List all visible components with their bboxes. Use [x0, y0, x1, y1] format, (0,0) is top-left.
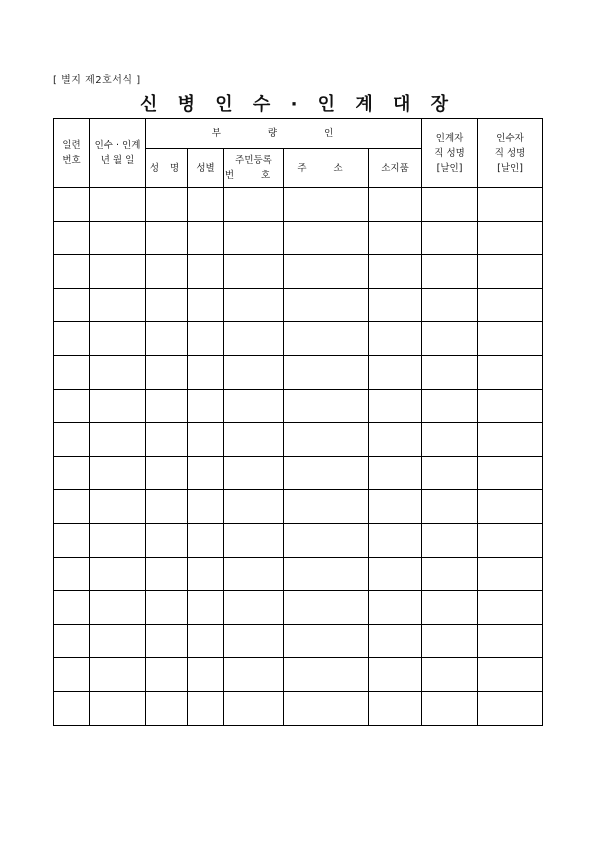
table-cell[interactable]	[146, 355, 188, 389]
table-row	[54, 288, 543, 322]
table-row	[54, 423, 543, 457]
table-cell[interactable]	[369, 490, 422, 524]
table-cell[interactable]	[369, 255, 422, 289]
table-cell[interactable]	[369, 188, 422, 222]
table-cell[interactable]	[146, 624, 188, 658]
table-row	[54, 389, 543, 423]
document-title: 신 병 인 수 · 인 계 대 장	[139, 94, 456, 115]
table-cell[interactable]	[146, 188, 188, 222]
table-cell[interactable]	[422, 389, 478, 423]
table-cell[interactable]	[478, 322, 543, 356]
table-cell[interactable]	[54, 188, 90, 222]
header-custodian-group: 부 량 인	[146, 119, 422, 149]
table-cell[interactable]	[188, 591, 224, 625]
table-cell[interactable]	[369, 591, 422, 625]
table-cell[interactable]	[188, 288, 224, 322]
table-cell[interactable]	[224, 355, 284, 389]
table-cell[interactable]	[188, 557, 224, 591]
table-cell[interactable]	[224, 255, 284, 289]
table-cell[interactable]	[90, 456, 146, 490]
table-cell[interactable]	[54, 490, 90, 524]
table-cell[interactable]	[478, 188, 543, 222]
header-name: 성 명	[146, 149, 188, 188]
table-cell[interactable]	[90, 624, 146, 658]
table-row	[54, 523, 543, 557]
table-cell[interactable]	[188, 490, 224, 524]
table-cell[interactable]	[54, 389, 90, 423]
form-label: [ 별지 제2호서식 ]	[53, 75, 141, 86]
table-cell[interactable]	[478, 624, 543, 658]
table-cell[interactable]	[224, 691, 284, 725]
table-cell[interactable]	[146, 456, 188, 490]
table-cell[interactable]	[369, 423, 422, 457]
table-cell[interactable]	[90, 658, 146, 692]
table-cell[interactable]	[284, 691, 369, 725]
table-cell[interactable]	[369, 221, 422, 255]
table-cell[interactable]	[188, 658, 224, 692]
table-cell[interactable]	[224, 322, 284, 356]
table-cell[interactable]	[146, 490, 188, 524]
table-row	[54, 591, 543, 625]
table-row	[54, 490, 543, 524]
table-cell[interactable]	[369, 288, 422, 322]
table-cell[interactable]	[54, 355, 90, 389]
table-cell[interactable]	[369, 557, 422, 591]
table-cell[interactable]	[224, 591, 284, 625]
table-cell[interactable]	[478, 523, 543, 557]
table-cell[interactable]	[224, 557, 284, 591]
table-cell[interactable]	[146, 322, 188, 356]
table-cell[interactable]	[188, 255, 224, 289]
table-cell[interactable]	[224, 389, 284, 423]
table-cell[interactable]	[422, 523, 478, 557]
table-cell[interactable]	[369, 691, 422, 725]
table-cell[interactable]	[90, 691, 146, 725]
table-row	[54, 322, 543, 356]
table-cell[interactable]	[478, 288, 543, 322]
table-cell[interactable]	[478, 355, 543, 389]
table-cell[interactable]	[188, 389, 224, 423]
table-cell[interactable]	[284, 188, 369, 222]
table-cell[interactable]	[422, 355, 478, 389]
table-cell[interactable]	[478, 557, 543, 591]
table-cell[interactable]	[224, 456, 284, 490]
table-cell[interactable]	[90, 490, 146, 524]
table-cell[interactable]	[146, 591, 188, 625]
table-cell[interactable]	[478, 255, 543, 289]
table-cell[interactable]	[369, 355, 422, 389]
table-cell[interactable]	[422, 456, 478, 490]
header-transfer-date: 인수 · 인계 년 월 일	[90, 119, 146, 188]
table-cell[interactable]	[422, 423, 478, 457]
table-cell[interactable]	[54, 523, 90, 557]
table-cell[interactable]	[422, 255, 478, 289]
table-cell[interactable]	[422, 557, 478, 591]
table-cell[interactable]	[188, 355, 224, 389]
table-cell[interactable]	[422, 591, 478, 625]
table-cell[interactable]	[188, 188, 224, 222]
table-row	[54, 355, 543, 389]
register-table	[53, 118, 543, 726]
table-row	[54, 691, 543, 725]
table-cell[interactable]	[54, 557, 90, 591]
table-cell[interactable]	[90, 322, 146, 356]
table-cell[interactable]	[369, 389, 422, 423]
table-cell[interactable]	[422, 691, 478, 725]
table-cell[interactable]	[224, 288, 284, 322]
table-cell[interactable]	[478, 456, 543, 490]
table-cell[interactable]	[90, 288, 146, 322]
table-cell[interactable]	[90, 557, 146, 591]
table-cell[interactable]	[54, 221, 90, 255]
header-serial-number: 일련 번호	[54, 119, 90, 188]
table-cell[interactable]	[284, 591, 369, 625]
table-cell[interactable]	[224, 523, 284, 557]
table-cell[interactable]	[90, 221, 146, 255]
table-cell[interactable]	[284, 322, 369, 356]
table-cell[interactable]	[90, 255, 146, 289]
header-address: 주 소	[284, 149, 369, 188]
table-cell[interactable]	[478, 658, 543, 692]
table-row	[54, 188, 543, 222]
table-cell[interactable]	[284, 423, 369, 457]
table-cell[interactable]	[54, 591, 90, 625]
table-cell[interactable]	[284, 523, 369, 557]
table-row	[54, 624, 543, 658]
table-cell[interactable]	[188, 221, 224, 255]
table-cell[interactable]	[284, 389, 369, 423]
table-cell[interactable]	[90, 188, 146, 222]
table-cell[interactable]	[284, 255, 369, 289]
table-cell[interactable]	[369, 624, 422, 658]
table-cell[interactable]	[146, 389, 188, 423]
table-cell[interactable]	[188, 423, 224, 457]
table-row	[54, 456, 543, 490]
table-cell[interactable]	[369, 523, 422, 557]
table-cell[interactable]	[284, 557, 369, 591]
table-cell[interactable]	[224, 221, 284, 255]
table-cell[interactable]	[54, 456, 90, 490]
table-cell[interactable]	[369, 456, 422, 490]
table-cell[interactable]	[188, 523, 224, 557]
table-cell[interactable]	[146, 423, 188, 457]
table-cell[interactable]	[224, 188, 284, 222]
table-cell[interactable]	[90, 389, 146, 423]
table-row	[54, 221, 543, 255]
table-cell[interactable]	[369, 322, 422, 356]
table-cell[interactable]	[54, 423, 90, 457]
table-cell[interactable]	[422, 188, 478, 222]
table-cell[interactable]	[54, 691, 90, 725]
table-cell[interactable]	[422, 624, 478, 658]
table-cell[interactable]	[54, 658, 90, 692]
header-handover-person: 인계자 직 성명 [날인]	[422, 119, 478, 188]
table-cell[interactable]	[146, 255, 188, 289]
table-cell[interactable]	[188, 691, 224, 725]
table-cell[interactable]	[284, 456, 369, 490]
table-cell[interactable]	[90, 355, 146, 389]
register-body	[54, 188, 543, 726]
table-cell[interactable]	[422, 322, 478, 356]
table-row	[54, 255, 543, 289]
table-cell[interactable]	[284, 658, 369, 692]
table-cell[interactable]	[369, 658, 422, 692]
table-cell[interactable]	[422, 221, 478, 255]
table-cell[interactable]	[422, 490, 478, 524]
table-cell[interactable]	[146, 288, 188, 322]
table-cell[interactable]	[54, 624, 90, 658]
table-row	[54, 557, 543, 591]
table-cell[interactable]	[146, 221, 188, 255]
table-cell[interactable]	[224, 423, 284, 457]
header-gender: 성별	[188, 149, 224, 188]
table-cell[interactable]	[90, 523, 146, 557]
table-cell[interactable]	[478, 591, 543, 625]
table-cell[interactable]	[422, 288, 478, 322]
table-cell[interactable]	[146, 658, 188, 692]
table-cell[interactable]	[90, 591, 146, 625]
table-cell[interactable]	[284, 624, 369, 658]
table-cell[interactable]	[284, 355, 369, 389]
table-cell[interactable]	[146, 557, 188, 591]
table-cell[interactable]	[224, 490, 284, 524]
table-cell[interactable]	[188, 322, 224, 356]
table-cell[interactable]	[478, 221, 543, 255]
table-cell[interactable]	[90, 423, 146, 457]
table-cell[interactable]	[188, 456, 224, 490]
header-resident-id: 주민등록 번 호	[224, 149, 284, 188]
table-cell[interactable]	[422, 658, 478, 692]
table-cell[interactable]	[284, 490, 369, 524]
table-cell[interactable]	[224, 658, 284, 692]
table-cell[interactable]	[146, 691, 188, 725]
table-cell[interactable]	[188, 624, 224, 658]
table-cell[interactable]	[478, 490, 543, 524]
table-cell[interactable]	[478, 691, 543, 725]
header-belongings: 소지품	[369, 149, 422, 188]
table-cell[interactable]	[284, 221, 369, 255]
table-row	[54, 658, 543, 692]
table-cell[interactable]	[54, 255, 90, 289]
table-cell[interactable]	[54, 288, 90, 322]
table-cell[interactable]	[478, 389, 543, 423]
table-cell[interactable]	[224, 624, 284, 658]
table-cell[interactable]	[146, 523, 188, 557]
table-cell[interactable]	[284, 288, 369, 322]
table-cell[interactable]	[478, 423, 543, 457]
header-receiver-person: 인수자 직 성명 [날인]	[478, 119, 543, 188]
table-cell[interactable]	[54, 322, 90, 356]
